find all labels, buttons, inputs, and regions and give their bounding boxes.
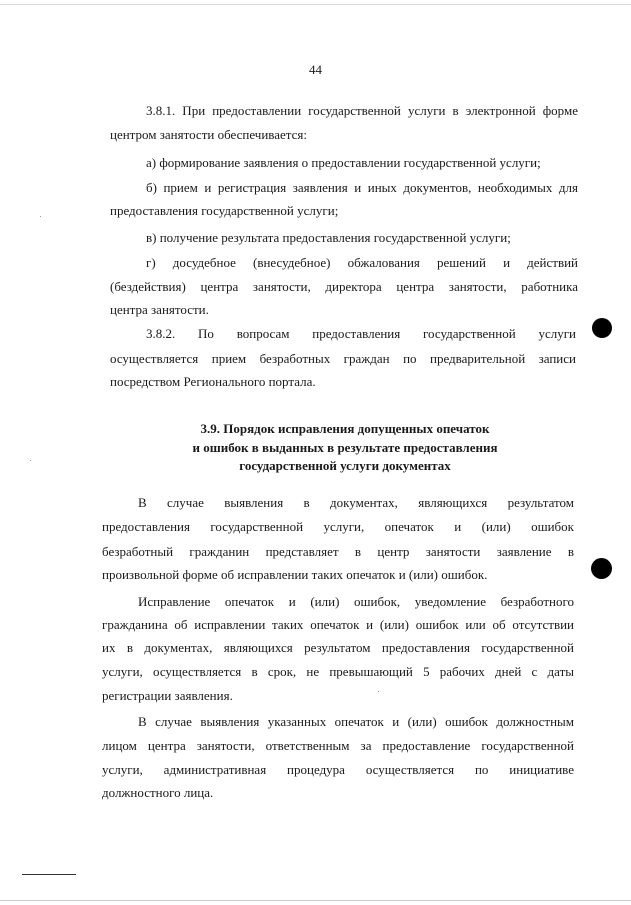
paragraph-2-line-2: гражданина об исправлении таких опечаток и (или) ошибок или об отсутствии (102, 617, 574, 632)
paragraph-3-8-2-line-2: осуществляется прием безработных граждан по предварительной записи (110, 351, 576, 366)
paragraph-1-line-2: предоставления государственной услуги, опечаток и (или) ошибок (102, 519, 574, 534)
list-item-g-line-3: центра занятости. (110, 302, 209, 317)
paragraph-1-line-4: произвольной форме об исправлении таких опечаток и (или) ошибок. (102, 567, 488, 582)
scan-speck (378, 691, 379, 692)
paragraph-1-line-1: В случае выявления в документах, являющихся результатом (138, 495, 574, 510)
list-item-b-line-2: предоставления государственной услуги; (110, 203, 339, 218)
punch-hole-top (592, 318, 612, 338)
paragraph-2-line-4: услуги, осуществляется в срок, не превышающий 5 рабочих дней с даты (102, 664, 574, 679)
paragraph-3-line-3: услуги, административная процедура осуществляется по инициативе (102, 762, 574, 777)
list-item-g-line-1: г) досудебное (внесудебное) обжалования решений и действий (146, 255, 578, 270)
paragraph-3-8-1-line-2: центром занятости обеспечивается: (110, 127, 307, 142)
heading-line-3: государственной услуги документах (239, 458, 451, 473)
list-item-b-line-1: б) прием и регистрация заявления и иных документов, необходимых для (146, 180, 578, 195)
paragraph-2-line-1: Исправление опечаток и (или) ошибок, уведомление безработного (138, 594, 574, 609)
paragraph-2-line-3: их в документах, являющихся результатом предоставления государственной (102, 640, 574, 655)
paragraph-3-line-4: должностного лица. (102, 785, 214, 800)
paragraph-3-8-2-line-3: посредством Регионального портала. (110, 374, 316, 389)
list-item-a: а) формирование заявления о предоставлении государственной услуги; (146, 155, 541, 170)
paragraph-3-8-2-line-1: 3.8.2. По вопросам предоставления государственной услуги (146, 326, 576, 341)
bottom-edge-line (0, 900, 631, 901)
paragraph-3-line-1: В случае выявления указанных опечаток и (или) ошибок должностным (138, 714, 574, 729)
heading-line-2: и ошибок в выданных в результате предоставления (192, 440, 498, 455)
list-item-g-line-2: (бездействия) центра занятости, директора центра занятости, работника (110, 279, 578, 294)
paragraph-1-line-3: безработный гражданин представляет в центр занятости заявление в (102, 544, 574, 559)
paragraph-2-line-5: регистрации заявления. (102, 688, 233, 703)
top-edge-line (0, 4, 631, 5)
punch-hole-bottom (591, 558, 612, 579)
paragraph-3-line-2: лицом центра занятости, ответственным за предоставление государственной (102, 738, 574, 753)
footnote-separator-line (22, 874, 76, 875)
heading-line-1: 3.9. Порядок исправления допущенных опечаток (200, 421, 490, 436)
scan-speck (40, 216, 41, 217)
paragraph-3-8-1-line-1: 3.8.1. При предоставлении государственной услуги в электронной форме (146, 103, 578, 118)
list-item-v: в) получение результата предоставления государственной услуги; (146, 230, 511, 245)
page-number: 44 (309, 62, 322, 77)
scan-speck (30, 460, 31, 461)
